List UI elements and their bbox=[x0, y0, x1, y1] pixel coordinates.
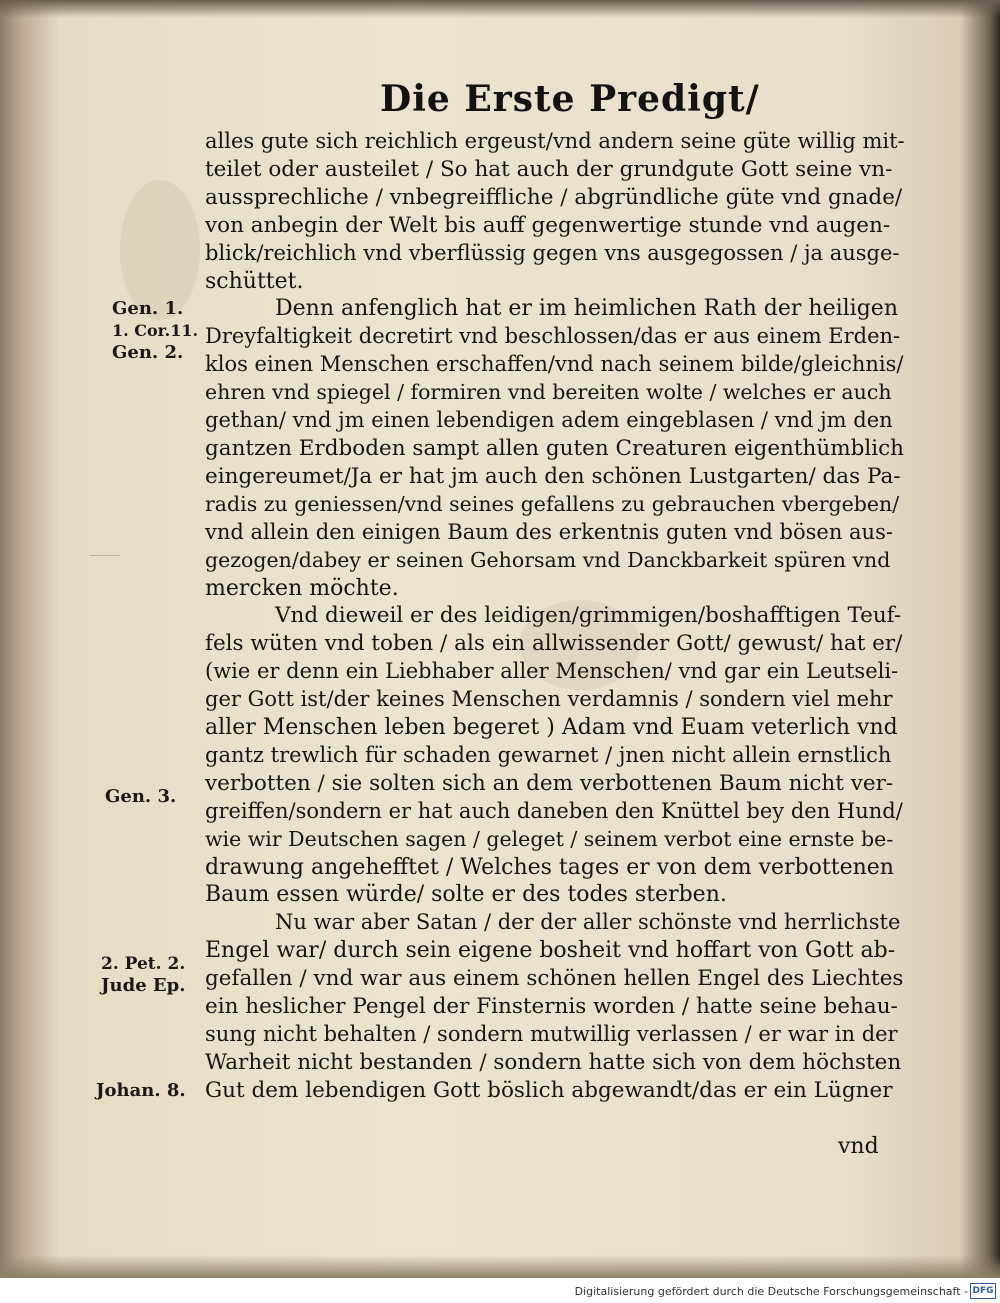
text-line: Dreyfaltigkeit decretirt vnd beschlossen/das er aus einem Erden- bbox=[205, 324, 901, 349]
text-line: (wie er denn ein Liebhaber aller Menschen/ vnd gar ein Leutseli- bbox=[205, 659, 899, 684]
text-line: greiffen/sondern er hat auch daneben den Knüttel bey den Hund/ bbox=[205, 798, 903, 823]
main-text-block bbox=[205, 128, 905, 1105]
page-bottom-shadow bbox=[0, 1255, 1000, 1278]
text-line: ein heslicher Pengel der Finsternis worden / hatte seine behau- bbox=[205, 994, 898, 1020]
text-line: schüttet. bbox=[205, 268, 304, 294]
text-line: Warheit nicht bestanden / sondern hatte sich von dem höchsten bbox=[205, 1049, 902, 1075]
text-line: gethan/ vnd jm einen lebendigen adem eingeblasen / vnd jm den bbox=[205, 408, 893, 433]
dfg-logo: DFG bbox=[970, 1283, 996, 1299]
text-line: gefallen / vnd war aus einem schönen hellen Engel des Liechtes bbox=[205, 966, 904, 992]
text-line: mercken möchte. bbox=[205, 575, 399, 601]
margin-note-gen2: Gen. 2. bbox=[112, 342, 184, 363]
margin-mark bbox=[90, 555, 120, 556]
page-top-shadow bbox=[0, 0, 1000, 18]
text-line: teilet oder austeilet / So hat auch der grundgute Gott seine vn- bbox=[205, 156, 893, 182]
text-line: wie wir Deutschen sagen / geleget / seinem verbot eine ernste be- bbox=[205, 826, 894, 851]
text-line: radis zu geniessen/vnd seines gefallens zu gebrauchen vbergeben/ bbox=[205, 491, 900, 516]
margin-note-pet2: 2. Pet. 2. bbox=[101, 954, 186, 974]
text-line: gantz trewlich für schaden gewarnet / jnen nicht allein ernstlich bbox=[205, 742, 892, 767]
text-line: ger Gott ist/der keines Menschen verdamnis / sondern viel mehr bbox=[205, 687, 893, 712]
text-line: Gut dem lebendigen Gott böslich abgewandt/das er ein Lügner bbox=[205, 1077, 893, 1103]
text-line: Baum essen würde/ solte er des todes sterben. bbox=[205, 882, 727, 908]
margin-note-gen3: Gen. 3. bbox=[105, 786, 177, 807]
catchword: vnd bbox=[838, 1134, 879, 1159]
margin-note-gen1: Gen. 1. bbox=[112, 298, 184, 319]
text-line: klos einen Menschen erschaffen/vnd nach seinem bilde/gleichnis/ bbox=[205, 352, 904, 377]
text-line: blick/reichlich vnd vberflüssig gegen vns ausgegossen / ja ausge- bbox=[205, 240, 900, 265]
running-head-title: Die Erste Predigt/ bbox=[380, 78, 760, 120]
text-line: von anbegin der Welt bis auff gegenwertige stunde vnd augen- bbox=[205, 212, 891, 238]
text-line: eingereumet/Ja er hat jm auch den schönen Lustgarten/ das Pa- bbox=[205, 463, 901, 489]
footer-credit: Digitalisierung gefördert durch die Deutsche Forschungsgemeinschaft - bbox=[574, 1285, 968, 1298]
text-line: Nu war aber Satan / der der aller schönste vnd herrlichste bbox=[275, 910, 901, 935]
margin-note-jude: Jude Ep. bbox=[101, 975, 186, 996]
margin-note-johan8: Johan. 8. bbox=[96, 1080, 186, 1101]
text-line: Engel war/ durch sein eigene bosheit vnd hoffart von Gott ab- bbox=[205, 938, 896, 964]
text-line: fels wüten vnd toben / als ein allwissender Gott/ gewust/ hat er/ bbox=[205, 631, 903, 657]
text-line: verbotten / sie solten sich an dem verbottenen Baum nicht ver- bbox=[205, 770, 894, 796]
text-line: alles gute sich reichlich ergeust/vnd andern seine güte willig mit- bbox=[205, 129, 905, 153]
text-line: gantzen Erdboden sampt allen guten Creaturen eigenthümblich bbox=[205, 435, 905, 461]
text-line: Denn anfenglich hat er im heimlichen Rath der heiligen bbox=[275, 296, 898, 322]
text-line: aller Menschen leben begeret ) Adam vnd Euam veterlich vnd bbox=[205, 715, 898, 741]
text-line: aussprechliche / vnbegreiffliche / abgründliche güte vnd gnade/ bbox=[205, 184, 903, 210]
text-line: sung nicht behalten / sondern mutwillig verlassen / er war in der bbox=[205, 1022, 898, 1046]
margin-note-cor11: 1. Cor.11. bbox=[112, 321, 199, 340]
text-line: vnd allein den einigen Baum des erkentnis guten vnd bösen aus- bbox=[205, 519, 893, 544]
text-line: drawung angehefftet / Welches tages er von dem verbottenen bbox=[205, 854, 894, 880]
text-line: ehren vnd spiegel / formiren vnd bereiten wolte / welches er auch bbox=[205, 380, 892, 405]
text-line: gezogen/dabey er seinen Gehorsam vnd Danckbarkeit spüren vnd bbox=[205, 547, 891, 572]
text-line: Vnd dieweil er des leidigen/grimmigen/boshafftigen Teuf- bbox=[275, 603, 902, 629]
